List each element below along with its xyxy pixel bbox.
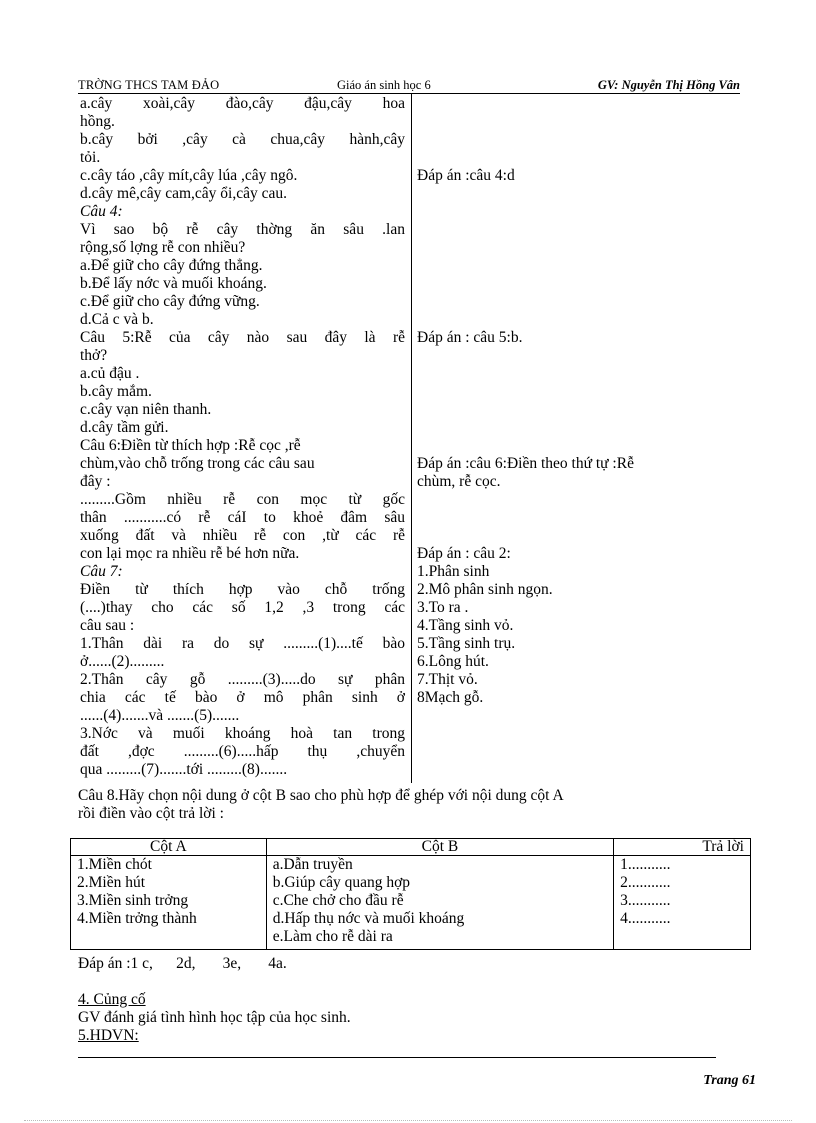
question-line: b.cây mắm. xyxy=(80,383,152,400)
question-line: Vì sao bộ rễ cây thờng ăn sâu .lan xyxy=(80,221,405,238)
column-b-item: e.Làm cho rễ dài ra xyxy=(272,928,393,945)
answer-q2-item: 3.To ra . xyxy=(417,599,469,616)
question-line: a.Để giữ cho cây đứng thẳng. xyxy=(80,257,263,274)
question-line: thân ...........có rễ cáI to khoẻ đâm sâu xyxy=(80,509,405,526)
question-column xyxy=(80,93,412,783)
page-edge xyxy=(24,1120,792,1121)
question-line: chùm,vào chỗ trống trong các câu sau xyxy=(80,455,315,472)
question-line: Câu 6:Điền từ thích hợp :Rễ cọc ,rễ xyxy=(80,437,301,454)
question-line: đây : xyxy=(80,473,111,490)
question-line: tỏi. xyxy=(80,149,101,166)
matching-answer: Đáp án :1 c, 2d, 3e, 4a. xyxy=(78,955,287,972)
column-a-item: 1.Miền chót xyxy=(77,856,152,873)
answer-q6: chùm, rễ cọc. xyxy=(417,473,501,490)
section-5-title: 5.HDVN: xyxy=(78,1027,139,1044)
answer-column-header: Trả lời xyxy=(614,839,751,856)
question-line: Câu 5:Rễ của cây nào sau đây là rễ xyxy=(80,329,405,346)
question-line: thở? xyxy=(80,347,108,364)
question-line: a.cây xoài,cây đào,cây đậu,cây hoa xyxy=(80,95,405,112)
answer-q2-item: 6.Lông hút. xyxy=(417,653,489,670)
answer-q2-item: 1.Phân sinh xyxy=(417,563,490,580)
column-b-header: Cột B xyxy=(266,839,613,856)
answer-q6: Đáp án :câu 6:Điền theo thứ tự :Rễ xyxy=(417,455,634,472)
question-line: ......(4).......và .......(5)....... xyxy=(80,707,240,724)
question-8-line: Câu 8.Hãy chọn nội dung ở cột B sao cho phù hợp để ghép với nội dung cột A xyxy=(78,787,564,804)
footer-rule xyxy=(78,1057,716,1058)
question-8 xyxy=(78,787,564,823)
question-line: d.cây mê,cây cam,cây ổi,cây cau. xyxy=(80,185,287,202)
question-line: c.cây vạn niên thanh. xyxy=(80,401,212,418)
school-name: TRỜNG THCS TAM ĐẢO xyxy=(78,78,220,92)
answer-blank: 4........... xyxy=(620,910,671,927)
section-4-title: 4. Củng cố xyxy=(78,991,146,1008)
question-line: con lại mọc ra nhiều rễ bé hơn nữa. xyxy=(80,545,300,562)
question-line: c.Để giữ cho cây đứng vững. xyxy=(80,293,260,310)
column-a-cell xyxy=(71,856,267,950)
question-line: qua .........(7).......tới .........(8)....... xyxy=(80,761,288,778)
question-line: a.củ đậu . xyxy=(80,365,140,382)
answer-q2-item: 4.Tầng sinh vỏ. xyxy=(417,617,514,634)
answer-q2-item: 2.Mô phân sinh ngọn. xyxy=(417,581,553,598)
question-line: hồng. xyxy=(80,113,115,130)
question-line: Điền từ thích hợp vào chỗ trống xyxy=(80,581,405,598)
column-a-header: Cột A xyxy=(71,839,267,856)
question-line: 2.Thân cây gỗ .........(3).....do sự phân xyxy=(80,671,405,688)
question-line: xuống đất và nhiều rễ con ,từ các rễ xyxy=(80,527,405,544)
column-a-item: 4.Miền trởng thành xyxy=(77,910,197,927)
question-line: câu sau : xyxy=(80,617,135,634)
question-line: d.cây tầm gửi. xyxy=(80,419,169,436)
subject-title: Giáo án sinh học 6 xyxy=(337,78,431,92)
column-b-item: b.Giúp cây quang hợp xyxy=(272,874,411,891)
author-name: GV: Nguyễn Thị Hồng Vân xyxy=(597,78,740,92)
column-a-item: 2.Miền hút xyxy=(77,874,146,891)
answer-q2-item: 8Mạch gỗ. xyxy=(417,689,484,706)
answer-q4: Đáp án :câu 4:d xyxy=(417,167,515,184)
answer-q5: Đáp án : câu 5:b. xyxy=(417,329,523,346)
page-number: Trang 61 xyxy=(703,1073,756,1088)
question-line: chia các tế bào ở mô phân sinh ở xyxy=(80,689,405,706)
column-b-item: c.Che chở cho đầu rễ xyxy=(272,892,404,909)
question-line: b.cây bởi ,cây cà chua,cây hành,cây xyxy=(80,131,405,148)
question-heading: Câu 4: xyxy=(80,203,123,220)
answer-q2-item: 5.Tầng sinh trụ. xyxy=(417,635,516,652)
question-line: 1.Thân dài ra do sự .........(1)....tế bào xyxy=(80,635,405,652)
answer-blank: 1........... xyxy=(620,856,671,873)
question-8-line: rồi điền vào cột trả lời : xyxy=(78,805,224,822)
question-line: đất ,đợc .........(6).....hấp thụ ,chuyển xyxy=(80,743,405,760)
column-a-item: 3.Miền sinh trởng xyxy=(77,892,189,909)
question-line: c.cây táo ,cây mít,cây lúa ,cây ngô. xyxy=(80,167,298,184)
question-line: b.Để lấy nớc và muối khoáng. xyxy=(80,275,267,292)
question-line: d.Cả c và b. xyxy=(80,311,154,328)
question-line: (....)thay cho các số 1,2 ,3 trong các xyxy=(80,599,405,616)
question-line: ở......(2)......... xyxy=(80,653,165,670)
answer-cell xyxy=(614,856,751,950)
question-line: rộng,số lợng rễ con nhiều? xyxy=(80,239,246,256)
column-b-cell xyxy=(266,856,613,950)
question-line: 3.Nớc và muối khoáng hoà tan trong xyxy=(80,725,405,742)
page-header xyxy=(78,77,740,94)
answer-q2-title: Đáp án : câu 2: xyxy=(417,545,511,562)
column-b-item: a.Dẫn truyền xyxy=(272,856,353,873)
column-b-item: d.Hấp thụ nớc và muối khoáng xyxy=(272,910,465,927)
answer-blank: 2........... xyxy=(620,874,671,891)
answer-blank: 3........... xyxy=(620,892,671,909)
question-heading: Câu 7: xyxy=(80,563,123,580)
answer-q2-item: 7.Thịt vỏ. xyxy=(417,671,478,688)
question-line: .........Gồm nhiều rễ con mọc từ gốc xyxy=(80,491,405,508)
matching-table xyxy=(70,838,751,950)
answer-column xyxy=(417,93,747,783)
section-4-text: GV đánh giá tình hình học tập của học sinh. xyxy=(78,1009,351,1026)
